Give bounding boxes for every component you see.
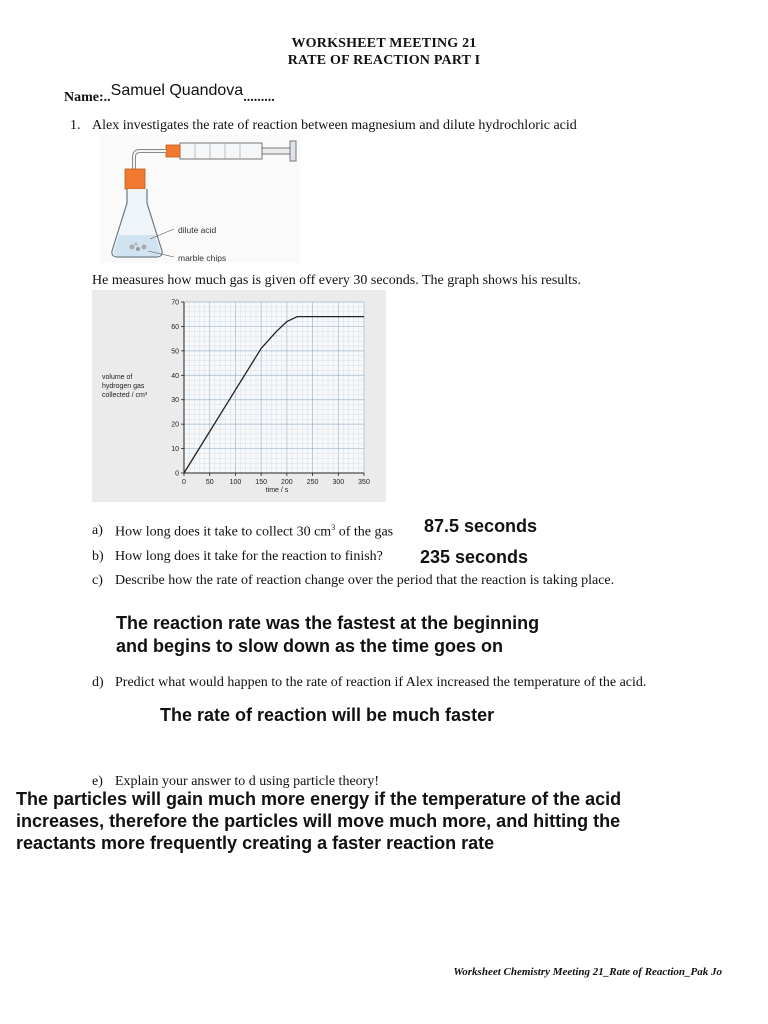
subq-c-text: Describe how the rate of reaction change over the period that the reaction is taking place. xyxy=(115,573,615,588)
subq-a-label: a) xyxy=(92,523,103,538)
subq-a-text: How long does it take to collect 30 $cm^3$ of the gas xyxy=(115,523,394,540)
name-dots-before: .. xyxy=(103,90,111,105)
x-tick-label: 250 xyxy=(306,479,319,486)
syringe-tip xyxy=(166,145,180,157)
graph-panel xyxy=(92,290,386,502)
question-text: Alex investigates the rate of reaction between magnesium and dilute hydrochloric acid xyxy=(92,118,577,133)
x-tick-label: 200 xyxy=(281,479,293,486)
answer-e-line-1[interactable]: The particles will gain much more energy if the temperature of the acid xyxy=(16,789,622,809)
answer-a[interactable]: 87.5 seconds xyxy=(424,516,538,536)
x-tick-label: 50 xyxy=(205,479,214,486)
name-dots-after: ......... xyxy=(243,90,275,105)
x-tick-label: 150 xyxy=(255,479,267,486)
answer-b[interactable]: 235 seconds xyxy=(420,547,529,567)
answer-c-line-2[interactable]: and begins to slow down as the time goes on xyxy=(116,636,504,656)
x-tick-label: 100 xyxy=(229,479,242,486)
rubber-bung xyxy=(125,169,145,189)
subq-e-text: Explain your answer to d using particle theory! xyxy=(115,774,379,789)
name-row xyxy=(64,82,275,106)
plot-background xyxy=(184,302,364,473)
y-axis-label: volume of hydrogen gas collected / cm³ xyxy=(102,374,148,399)
line-chart xyxy=(92,290,386,502)
worksheet-title: WORKSHEET MEETING 21 xyxy=(291,36,477,51)
answer-d[interactable]: The rate of reaction will be much faster xyxy=(160,705,495,725)
apparatus-diagram xyxy=(100,135,300,263)
graph-intro: He measures how much gas is given off every 30 seconds. The graph shows his results. xyxy=(92,273,582,288)
label-dilute-acid: dilute acid xyxy=(178,225,217,235)
y-tick-label: 70 xyxy=(171,299,179,307)
question-number: 1. xyxy=(70,118,81,133)
answer-e-line-2[interactable]: increases, therefore the particles will move much more, and hitting the xyxy=(16,811,621,831)
subq-e-label: e) xyxy=(92,774,103,789)
x-tick-label: 0 xyxy=(182,479,186,486)
answer-e-line-3[interactable]: reactants more frequently creating a faster reaction rate xyxy=(16,833,495,853)
x-axis-label: time / s xyxy=(265,487,289,494)
subq-d-text: Predict what would happen to the rate of reaction if Alex increased the temperature of the acid. xyxy=(115,675,647,690)
x-tick-label: 300 xyxy=(332,479,345,486)
worksheet-subtitle: RATE OF REACTION PART I xyxy=(287,53,481,68)
y-tick-label: 20 xyxy=(171,421,179,429)
label-marble-chips: marble chips xyxy=(178,253,227,263)
y-tick-label: 50 xyxy=(171,348,179,356)
y-tick-label: 30 xyxy=(171,397,179,405)
y-tick-label: 60 xyxy=(171,323,179,331)
subq-c-label: c) xyxy=(92,573,103,588)
subq-d-label: d) xyxy=(92,675,104,690)
x-tick-label: 350 xyxy=(358,479,370,486)
answer-c-line-1[interactable]: The reaction rate was the fastest at the beginning xyxy=(116,613,540,633)
y-tick-label: 10 xyxy=(171,446,179,454)
subq-b-label: b) xyxy=(92,549,104,564)
subq-b-text: How long does it take for the reaction to finish? xyxy=(115,549,383,564)
student-name[interactable]: Samuel Quandova xyxy=(110,82,244,99)
y-tick-label: 0 xyxy=(175,470,179,478)
y-tick-label: 40 xyxy=(171,372,179,380)
syringe-plunger xyxy=(262,148,292,154)
name-label: Name: xyxy=(64,90,104,105)
footer-text: Worksheet Chemistry Meeting 21_Rate of Reaction_Pak Jo xyxy=(453,966,722,978)
syringe-barrel xyxy=(180,143,262,159)
